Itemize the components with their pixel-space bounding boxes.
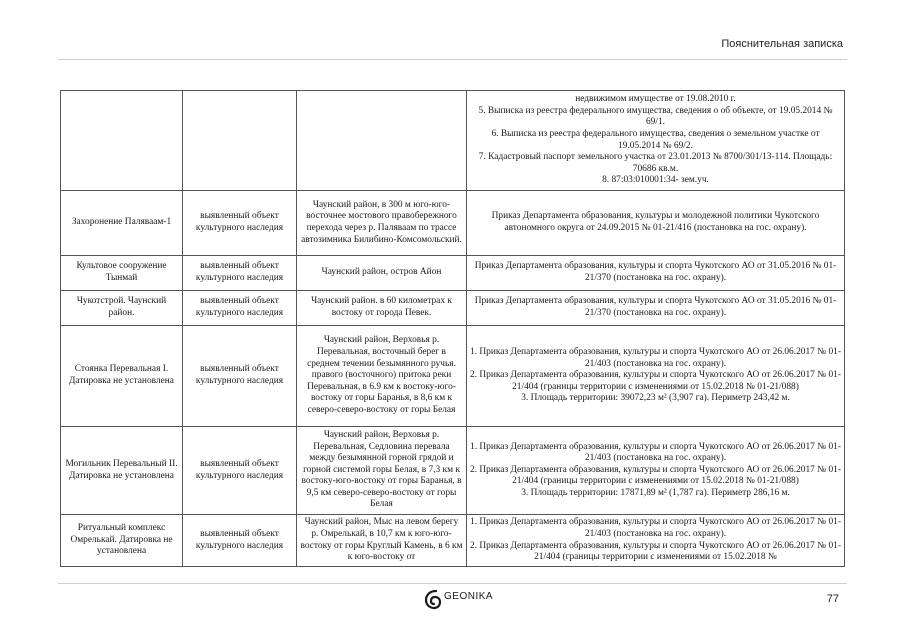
- object-documents-cell: [467, 515, 845, 567]
- object-type-cell: [183, 91, 297, 191]
- object-documents-cell: [467, 427, 845, 515]
- document-line: Приказ Департамента образования, культуры и молодежной политики Чукотского автономного округа от 24.09.2015 № 01-21/416 (постановка на гос. охрану).: [491, 211, 820, 233]
- object-type-cell: выявленный объект культурного наследия: [183, 427, 297, 515]
- table-row: [61, 91, 845, 191]
- document-line: 1. Приказ Департамента образования, культуры и спорта Чукотского АО от 26.06.2017 № 01-21/403 (постановка на гос. охрану).: [470, 347, 841, 369]
- object-location-cell: Чаунский район. в 60 километрах к востоку от города Певек.: [297, 291, 467, 326]
- object-name-cell: Могильник Перевальный II. Датировка не установлена: [61, 427, 183, 515]
- document-line: 7. Кадастровый паспорт земельного участка от 23.01.2013 № 8700/301/13-114. Площадь: 70686 кв.м.: [478, 152, 833, 174]
- object-name-cell: [61, 91, 183, 191]
- object-location-cell: Чаунский район, в 300 м юго-юго-восточнее мостового правобережного перехода через р. Паляваам по трассе автозимника Билибино-Комсомольский.: [297, 191, 467, 256]
- object-location-cell: Чаунский район, остров Айон: [297, 256, 467, 291]
- object-name-cell: Захоронение Паляваам-1: [61, 191, 183, 256]
- document-line: Приказ Департамента образования, культуры и спорта Чукотского АО от 31.05.2016 № 01-21/370 (постановка на гос. охрану).: [474, 261, 837, 283]
- table-row: [61, 326, 845, 427]
- object-name-cell: Чукотстрой. Чаунский район.: [61, 291, 183, 326]
- object-type-cell: выявленный объект культурного наследия: [183, 256, 297, 291]
- page-header-title: Пояснительная записка: [721, 38, 843, 50]
- object-documents-cell: [467, 91, 845, 191]
- document-line: недвижимом имуществе от 19.08.2010 г.: [575, 94, 736, 105]
- table-row: [61, 256, 845, 291]
- object-type-cell: выявленный объект культурного наследия: [183, 191, 297, 256]
- table-row: [61, 427, 845, 515]
- table-row: [61, 515, 845, 567]
- document-line: 2. Приказ Департамента образования, культуры и спорта Чукотского АО от 26.06.2017 № 01-21/404 (границы территории с изменениями от 15.02.2018 № 01-21/088): [470, 370, 841, 392]
- object-location-cell: [297, 91, 467, 191]
- document-line: 8. 87:03:010001:34- зем.уч.: [602, 175, 709, 186]
- logo-wordmark: GEONIKA: [444, 591, 494, 602]
- footer-divider: [58, 583, 847, 584]
- object-location-cell: Чаунский район, Мыс на левом берегу р. Омрелькай, в 10,7 км к юго-юго-востоку от горы Круглый Камень, в 6 км к юго-востоку от: [297, 515, 467, 567]
- document-line: 3. Площадь территории: 17871,89 м² (1,787 га). Периметр 286,16 м.: [521, 487, 790, 498]
- object-location-cell: Чаунский район, Верховья р. Перевальная, Седловина перевала между безымянной горной грядой и горной системой горы Белая, в 7,3 км к востоку-юго-востоку от горы Баранья, в 9,5 км северо-северо-востоку от горы Белая: [297, 427, 467, 515]
- object-location-cell: Чаунский район, Верховья р. Перевальная, восточный берег в среднем течении безымянного ручья. правого (восточного) притока реки Перевальная, в 6.9 км к востоку-юго-востоку от горы Баранья, в 8,6 км к северо-северо-востоку от горы Белая: [297, 326, 467, 427]
- document-line: 6. Выписка из реестра федерального имущества, сведения о земельном участке от 19.05.2014 № 69/2.: [491, 128, 820, 151]
- document-line: 2. Приказ Департамента образования, культуры и спорта Чукотского АО от 26.06.2017 № 01-21/404 (границы территории с изменениями от 15.02.2018 № 01-21/088): [470, 464, 841, 487]
- table-row: [61, 191, 845, 256]
- object-type-cell: выявленный объект культурного наследия: [183, 291, 297, 326]
- document-line: 5. Выписка из реестра федерального имущества, сведения о об объекте, от 19.05.2014 № 69/1.: [478, 105, 833, 128]
- table-row: [61, 291, 845, 326]
- document-line: 1. Приказ Департамента образования, культуры и спорта Чукотского АО от 26.06.2017 № 01-21/403 (постановка на гос. охрану).: [470, 441, 841, 464]
- object-documents-cell: [467, 291, 845, 326]
- document-line: 1. Приказ Департамента образования, культуры и спорта Чукотского АО от 26.06.2017 № 01-21/403 (постановка на гос. охрану).: [470, 517, 841, 539]
- object-documents-cell: [467, 191, 845, 256]
- object-type-cell: выявленный объект культурного наследия: [183, 326, 297, 427]
- page-number: 77: [826, 593, 839, 605]
- object-documents-cell: [467, 326, 845, 427]
- object-type-cell: выявленный объект культурного наследия: [183, 515, 297, 567]
- document-line: 3. Площадь территории: 39072,23 м² (3,907 га). Периметр 243,42 м.: [521, 393, 790, 404]
- document-line: 2. Приказ Департамента образования, культуры и спорта Чукотского АО от 26.06.2017 № 01-21/404 (границы территории с изменениями от 15.02.2018 №: [470, 540, 841, 563]
- heritage-objects-table: [60, 90, 845, 567]
- object-name-cell: Стоянка Перевальная I. Датировка не установлена: [61, 326, 183, 427]
- company-logo: [424, 588, 508, 614]
- spiral-logo-icon: [424, 588, 442, 610]
- object-documents-cell: [467, 256, 845, 291]
- object-name-cell: Культовое сооружение Тынмай: [61, 256, 183, 291]
- object-name-cell: Ритуальный комплекс Омрелькай. Датировка не установлена: [61, 515, 183, 567]
- document-line: Приказ Департамента образования, культуры и спорта Чукотского АО от 31.05.2016 № 01-21/370 (постановка на гос. охрану).: [474, 296, 837, 318]
- header-divider: [58, 59, 847, 60]
